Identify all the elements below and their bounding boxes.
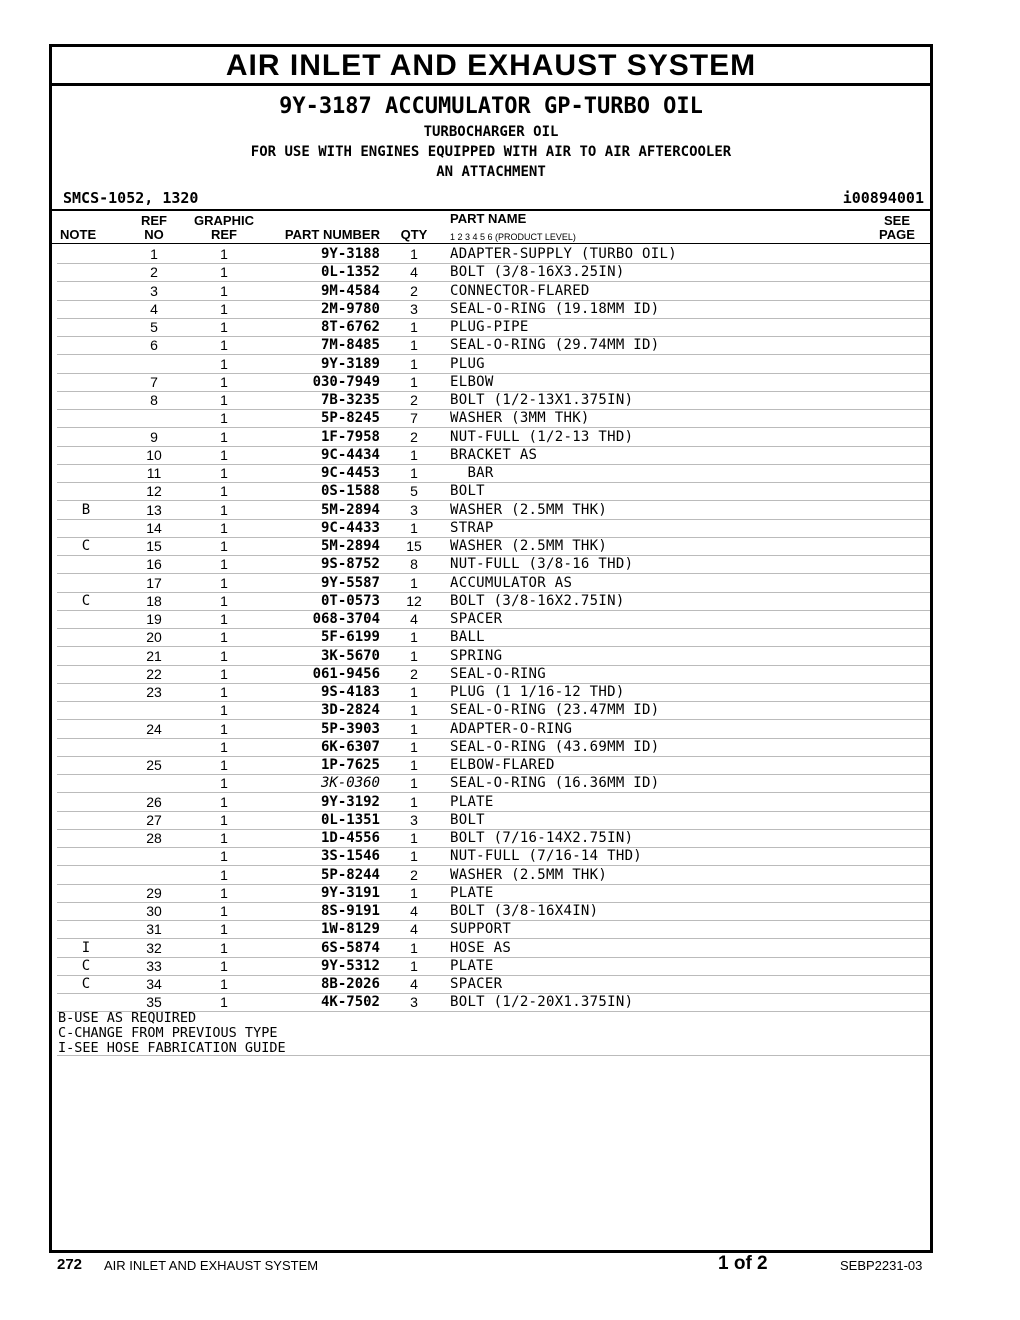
- part-name-cell: ADAPTER-SUPPLY (TURBO OIL): [450, 246, 677, 262]
- graphic-ref-cell: 1: [220, 702, 228, 719]
- graphic-ref-cell: 1: [220, 246, 228, 262]
- notes-divider: [57, 1055, 930, 1056]
- part-number-cell: 3K-0360: [320, 775, 380, 792]
- part-name-cell: WASHER (2.5MM THK): [450, 538, 608, 554]
- part-name-cell: BOLT (3/8-16X3.25IN): [450, 264, 625, 281]
- table-row: [57, 665, 930, 684]
- qty-cell: 2: [410, 392, 418, 408]
- ref-no-cell: 35: [146, 994, 162, 1011]
- part-name-cell: ADAPTER-O-RING: [450, 720, 573, 737]
- table-row: [57, 847, 930, 866]
- ref-no-cell: 30: [146, 903, 162, 919]
- part-number-cell: 2M-9780: [320, 300, 380, 317]
- graphic-ref-cell: 1: [220, 611, 228, 627]
- column-header-divider: [52, 243, 930, 244]
- table-row: [57, 373, 930, 392]
- ref-no-cell: 24: [146, 720, 162, 737]
- graphic-ref-cell: 1: [220, 337, 228, 354]
- subtitle-line-1: TURBOCHARGER OIL: [423, 124, 559, 140]
- illustration-id: i00894001: [842, 189, 924, 207]
- part-number-cell: 5P-8244: [320, 866, 380, 883]
- part-number-cell: 0L-1351: [320, 811, 380, 828]
- qty-cell: 3: [410, 501, 418, 518]
- table-row: [57, 245, 930, 264]
- part-number-cell: 0S-1588: [320, 483, 380, 500]
- part-name-cell: BOLT (1/2-13X1.375IN): [450, 392, 634, 408]
- part-number-cell: 061-9456: [312, 665, 380, 682]
- part-name-cell: ACCUMULATOR AS: [450, 574, 573, 591]
- col-product-levels: 1 2 3 4 5 6 (PRODUCT LEVEL): [450, 232, 576, 242]
- note-cell: C: [81, 957, 91, 974]
- col-graphic-bottom: REF: [211, 227, 237, 242]
- ref-no-cell: 13: [146, 501, 162, 518]
- note-cell: C: [81, 538, 91, 554]
- qty-cell: 4: [410, 611, 418, 627]
- ref-no-cell: 10: [146, 446, 162, 463]
- page-number: 272: [57, 1256, 83, 1273]
- qty-cell: 8: [410, 556, 418, 573]
- table-row: [57, 428, 930, 447]
- part-number-cell: 9C-4433: [320, 519, 380, 536]
- part-number-cell: 1F-7958: [320, 428, 380, 445]
- ref-no-cell: 4: [150, 300, 158, 317]
- part-number-cell: 6K-6307: [320, 738, 380, 755]
- part-name-cell: ELBOW: [450, 373, 494, 390]
- graphic-ref-cell: 1: [220, 592, 228, 609]
- subtitle-line-3: AN ATTACHMENT: [436, 164, 546, 180]
- part-number-cell: 9Y-5312: [320, 957, 380, 974]
- table-row: [57, 464, 930, 483]
- table-row: [57, 300, 930, 319]
- part-name-cell: NUT-FULL (3/8-16 THD): [450, 556, 634, 573]
- table-row: [57, 647, 930, 666]
- qty-cell: 1: [410, 446, 418, 463]
- part-name-cell: WASHER (2.5MM THK): [450, 501, 608, 518]
- part-name-cell: SPRING: [450, 647, 503, 664]
- graphic-ref-cell: 1: [220, 665, 228, 682]
- qty-cell: 1: [410, 757, 418, 773]
- qty-cell: 7: [410, 410, 418, 427]
- note-i: I-SEE HOSE FABRICATION GUIDE: [58, 1040, 286, 1056]
- qty-cell: 4: [410, 903, 418, 919]
- part-number-cell: 8S-9191: [320, 903, 380, 919]
- ref-no-cell: 16: [146, 556, 162, 573]
- graphic-ref-cell: 1: [220, 939, 228, 956]
- qty-cell: 1: [410, 738, 418, 755]
- part-number-cell: 068-3704: [312, 611, 380, 627]
- graphic-ref-cell: 1: [220, 410, 228, 427]
- part-number-cell: 1D-4556: [320, 830, 380, 846]
- ref-no-cell: 7: [150, 373, 158, 390]
- part-number-cell: 1P-7625: [320, 757, 380, 773]
- col-graphic-top: GRAPHIC: [194, 213, 254, 228]
- graphic-ref-cell: 1: [220, 300, 228, 317]
- graphic-ref-cell: 1: [220, 629, 228, 646]
- ref-no-cell: 34: [146, 976, 162, 992]
- part-name-cell: SUPPORT: [450, 921, 512, 938]
- ref-no-cell: 29: [146, 884, 162, 901]
- part-name-cell: SEAL-O-RING (23.47MM ID): [450, 702, 660, 719]
- graphic-ref-cell: 1: [220, 483, 228, 500]
- ref-no-cell: 17: [146, 574, 162, 591]
- part-number-cell: 6S-5874: [320, 939, 380, 956]
- qty-cell: 1: [410, 246, 418, 262]
- qty-cell: 2: [410, 866, 418, 883]
- qty-cell: 1: [410, 373, 418, 390]
- qty-cell: 1: [410, 775, 418, 792]
- part-name-cell: BOLT (1/2-20X1.375IN): [450, 994, 634, 1011]
- graphic-ref-cell: 1: [220, 866, 228, 883]
- table-row: [57, 482, 930, 501]
- qty-cell: 1: [410, 957, 418, 974]
- table-row: [57, 793, 930, 812]
- part-number-cell: 9Y-3188: [320, 246, 380, 262]
- graphic-ref-cell: 1: [220, 793, 228, 810]
- graphic-ref-cell: 1: [220, 519, 228, 536]
- col-part-name: PART NAME: [450, 211, 527, 226]
- part-number-cell: 9C-4453: [320, 465, 380, 481]
- ref-no-cell: 23: [146, 684, 162, 700]
- footer-section: AIR INLET AND EXHAUST SYSTEM: [104, 1258, 319, 1273]
- part-name-cell: BOLT (3/8-16X4IN): [450, 903, 599, 919]
- part-number-cell: 5P-8245: [320, 410, 380, 427]
- table-row: [57, 555, 930, 574]
- part-name-cell: NUT-FULL (7/16-14 THD): [450, 848, 643, 865]
- graphic-ref-cell: 1: [220, 976, 228, 992]
- part-number-cell: 5F-6199: [320, 629, 380, 646]
- qty-cell: 1: [410, 465, 418, 481]
- qty-cell: 3: [410, 811, 418, 828]
- ref-no-cell: 5: [150, 319, 158, 335]
- note-cell: I: [81, 939, 91, 956]
- part-number-cell: 1W-8129: [320, 921, 380, 938]
- qty-cell: 1: [410, 720, 418, 737]
- graphic-ref-cell: 1: [220, 830, 228, 846]
- table-row: [57, 282, 930, 301]
- table-row: [57, 902, 930, 921]
- qty-cell: 1: [410, 939, 418, 956]
- ref-no-cell: 33: [146, 957, 162, 974]
- part-number-cell: 9Y-5587: [320, 574, 380, 591]
- col-note: NOTE: [60, 227, 97, 242]
- ref-no-cell: 14: [146, 519, 162, 536]
- ref-no-cell: 27: [146, 811, 162, 828]
- graphic-ref-cell: 1: [220, 738, 228, 755]
- part-number-cell: 8B-2026: [320, 976, 380, 992]
- graphic-ref-cell: 1: [220, 392, 228, 408]
- col-ref-bottom: NO: [144, 227, 164, 242]
- table-row: [57, 756, 930, 775]
- qty-cell: 12: [406, 592, 422, 609]
- graphic-ref-cell: 1: [220, 811, 228, 828]
- qty-cell: 1: [410, 684, 418, 700]
- table-row: [57, 829, 930, 848]
- note-c: C-CHANGE FROM PREVIOUS TYPE: [58, 1025, 278, 1041]
- qty-cell: 1: [410, 647, 418, 664]
- graphic-ref-cell: 1: [220, 903, 228, 919]
- qty-cell: 1: [410, 337, 418, 354]
- part-number-cell: 9Y-3191: [320, 884, 380, 901]
- table-row: [57, 939, 930, 958]
- part-name-cell: WASHER (3MM THK): [450, 410, 590, 427]
- graphic-ref-cell: 1: [220, 465, 228, 481]
- note-b: B-USE AS REQUIRED: [58, 1010, 197, 1026]
- part-number-cell: 3K-5670: [320, 647, 380, 664]
- table-row: [57, 610, 930, 629]
- table-row: [57, 774, 930, 793]
- part-name-cell: PLUG-PIPE: [450, 319, 529, 335]
- part-number-cell: 0L-1352: [320, 264, 380, 281]
- table-row: [57, 501, 930, 520]
- note-cell: C: [81, 976, 91, 992]
- graphic-ref-cell: 1: [220, 556, 228, 573]
- table-row: [57, 738, 930, 757]
- qty-cell: 1: [410, 629, 418, 646]
- page-of: 1 of 2: [718, 1253, 768, 1274]
- qty-cell: 2: [410, 428, 418, 445]
- part-name-cell: SEAL-O-RING: [450, 665, 547, 682]
- ref-no-cell: 21: [146, 647, 162, 664]
- part-name-cell: BALL: [450, 629, 485, 646]
- part-name-cell: WASHER (2.5MM THK): [450, 866, 608, 883]
- table-row: [57, 701, 930, 720]
- graphic-ref-cell: 1: [220, 264, 228, 281]
- qty-cell: 1: [410, 848, 418, 865]
- ref-no-cell: 1: [150, 246, 158, 262]
- part-name-cell: BOLT: [450, 483, 485, 500]
- ref-no-cell: 19: [146, 611, 162, 627]
- part-number-cell: 9C-4434: [320, 446, 380, 463]
- part-name-cell: NUT-FULL (1/2-13 THD): [450, 428, 634, 445]
- part-name-cell: PLATE: [450, 884, 494, 901]
- part-name-cell: BAR: [450, 465, 494, 481]
- graphic-ref-cell: 1: [220, 884, 228, 901]
- qty-cell: 1: [410, 519, 418, 536]
- graphic-ref-cell: 1: [220, 446, 228, 463]
- qty-cell: 1: [410, 830, 418, 846]
- part-number-cell: 5M-2894: [320, 538, 380, 554]
- part-number-cell: 7M-8485: [320, 337, 380, 354]
- table-row: [57, 811, 930, 830]
- part-name-cell: HOSE AS: [450, 939, 512, 956]
- smcs-code: SMCS-1052, 1320: [63, 189, 199, 207]
- part-name-cell: CONNECTOR-FLARED: [450, 282, 590, 299]
- part-name-cell: SEAL-O-RING (16.36MM ID): [450, 775, 660, 792]
- graphic-ref-cell: 1: [220, 428, 228, 445]
- qty-cell: 1: [410, 884, 418, 901]
- table-row: [57, 975, 930, 994]
- table-row: [57, 720, 930, 739]
- part-name-cell: PLUG (1 1/16-12 THD): [450, 684, 625, 700]
- qty-cell: 4: [410, 976, 418, 992]
- graphic-ref-cell: 1: [220, 720, 228, 737]
- ref-no-cell: 31: [146, 921, 162, 938]
- part-name-cell: SPACER: [450, 611, 503, 627]
- ref-no-cell: 22: [146, 665, 162, 682]
- part-number-cell: 9Y-3189: [320, 355, 380, 372]
- part-number-cell: 5M-2894: [320, 501, 380, 518]
- part-number-cell: 3D-2824: [320, 702, 380, 719]
- table-row: [57, 355, 930, 374]
- ref-no-cell: 2: [150, 264, 158, 281]
- part-number-cell: 9Y-3192: [320, 793, 380, 810]
- part-number-cell: 9S-4183: [320, 684, 380, 700]
- ref-no-cell: 32: [146, 939, 162, 956]
- group-title: 9Y-3187 ACCUMULATOR GP-TURBO OIL: [279, 94, 703, 119]
- ref-no-cell: 28: [146, 830, 162, 846]
- ref-no-cell: 18: [146, 592, 162, 609]
- part-name-cell: SPACER: [450, 976, 503, 992]
- graphic-ref-cell: 1: [220, 538, 228, 554]
- graphic-ref-cell: 1: [220, 757, 228, 773]
- part-name-cell: PLUG: [450, 355, 485, 372]
- graphic-ref-cell: 1: [220, 501, 228, 518]
- col-see-top: SEE: [883, 213, 910, 228]
- part-name-cell: PLATE: [450, 957, 494, 974]
- subtitle-line-2: FOR USE WITH ENGINES EQUIPPED WITH AIR TO AIR AFTERCOOLER: [250, 144, 732, 160]
- note-cell: C: [81, 592, 91, 609]
- graphic-ref-cell: 1: [220, 282, 228, 299]
- table-row: [57, 537, 930, 556]
- graphic-ref-cell: 1: [220, 775, 228, 792]
- table-row: [57, 884, 930, 903]
- qty-cell: 1: [410, 319, 418, 335]
- doc-id: SEBP2231-03: [840, 1258, 923, 1273]
- qty-cell: 4: [410, 921, 418, 938]
- section-title: AIR INLET AND EXHAUST SYSTEM: [52, 47, 930, 86]
- graphic-ref-cell: 1: [220, 319, 228, 335]
- table-row: [57, 409, 930, 428]
- part-number-cell: 030-7949: [312, 373, 380, 390]
- part-name-cell: PLATE: [450, 793, 494, 810]
- part-name-cell: BRACKET AS: [450, 446, 538, 463]
- qty-cell: 1: [410, 574, 418, 591]
- part-number-cell: 9S-8752: [320, 556, 380, 573]
- col-see-bottom: PAGE: [879, 227, 915, 242]
- table-row: [57, 318, 930, 337]
- table-row: [57, 866, 930, 885]
- ref-no-cell: 26: [146, 793, 162, 810]
- part-number-cell: 8T-6762: [320, 319, 380, 335]
- part-number-cell: 3S-1546: [320, 848, 380, 865]
- table-row: [57, 957, 930, 976]
- qty-cell: 5: [410, 483, 418, 500]
- table-row: [57, 446, 930, 465]
- page-frame: [49, 44, 933, 1253]
- part-number-cell: 7B-3235: [320, 392, 380, 408]
- qty-cell: 3: [410, 994, 418, 1011]
- qty-cell: 3: [410, 300, 418, 317]
- table-row: [57, 592, 930, 611]
- table-row: [57, 519, 930, 538]
- graphic-ref-cell: 1: [220, 994, 228, 1011]
- note-cell: B: [81, 501, 91, 518]
- graphic-ref-cell: 1: [220, 921, 228, 938]
- qty-cell: 15: [406, 538, 422, 554]
- col-ref-top: REF: [141, 213, 167, 228]
- notes-block: [58, 1011, 286, 1056]
- table-row: [57, 683, 930, 702]
- part-name-cell: SEAL-O-RING (29.74MM ID): [450, 337, 660, 354]
- graphic-ref-cell: 1: [220, 373, 228, 390]
- ref-no-cell: 11: [146, 465, 162, 481]
- table-row: [57, 920, 930, 939]
- qty-cell: 4: [410, 264, 418, 281]
- ref-no-cell: 15: [146, 538, 162, 554]
- graphic-ref-cell: 1: [220, 355, 228, 372]
- ref-no-cell: 9: [150, 428, 158, 445]
- col-qty: QTY: [400, 227, 428, 242]
- ref-no-cell: 3: [150, 282, 158, 299]
- ref-no-cell: 20: [146, 629, 162, 646]
- part-name-cell: SEAL-O-RING (43.69MM ID): [450, 738, 660, 755]
- qty-cell: 2: [410, 665, 418, 682]
- part-number-cell: 9M-4584: [320, 282, 380, 299]
- ref-no-cell: 8: [150, 392, 158, 408]
- graphic-ref-cell: 1: [220, 684, 228, 700]
- part-name-cell: ELBOW-FLARED: [450, 757, 555, 773]
- graphic-ref-cell: 1: [220, 574, 228, 591]
- table-row: [57, 263, 930, 282]
- table-row: [57, 574, 930, 593]
- part-name-cell: STRAP: [450, 519, 494, 536]
- table-row: [57, 391, 930, 410]
- graphic-ref-cell: 1: [220, 957, 228, 974]
- part-name-cell: BOLT: [450, 811, 485, 828]
- table-row: [57, 336, 930, 355]
- part-name-cell: BOLT (3/8-16X2.75IN): [450, 592, 625, 609]
- part-number-cell: 0T-0573: [320, 592, 380, 609]
- col-part-number: PART NUMBER: [284, 227, 380, 242]
- qty-cell: 2: [410, 282, 418, 299]
- ref-no-cell: 6: [150, 337, 158, 354]
- ref-no-cell: 12: [146, 483, 162, 500]
- qty-cell: 1: [410, 355, 418, 372]
- part-name-cell: SEAL-O-RING (19.18MM ID): [450, 300, 660, 317]
- graphic-ref-cell: 1: [220, 647, 228, 664]
- part-number-cell: 5P-3903: [320, 720, 380, 737]
- table-row: [57, 628, 930, 647]
- graphic-ref-cell: 1: [220, 848, 228, 865]
- ref-no-cell: 25: [146, 757, 162, 773]
- part-number-cell: 4K-7502: [320, 994, 380, 1011]
- qty-cell: 1: [410, 793, 418, 810]
- qty-cell: 1: [410, 702, 418, 719]
- part-name-cell: BOLT (7/16-14X2.75IN): [450, 830, 634, 846]
